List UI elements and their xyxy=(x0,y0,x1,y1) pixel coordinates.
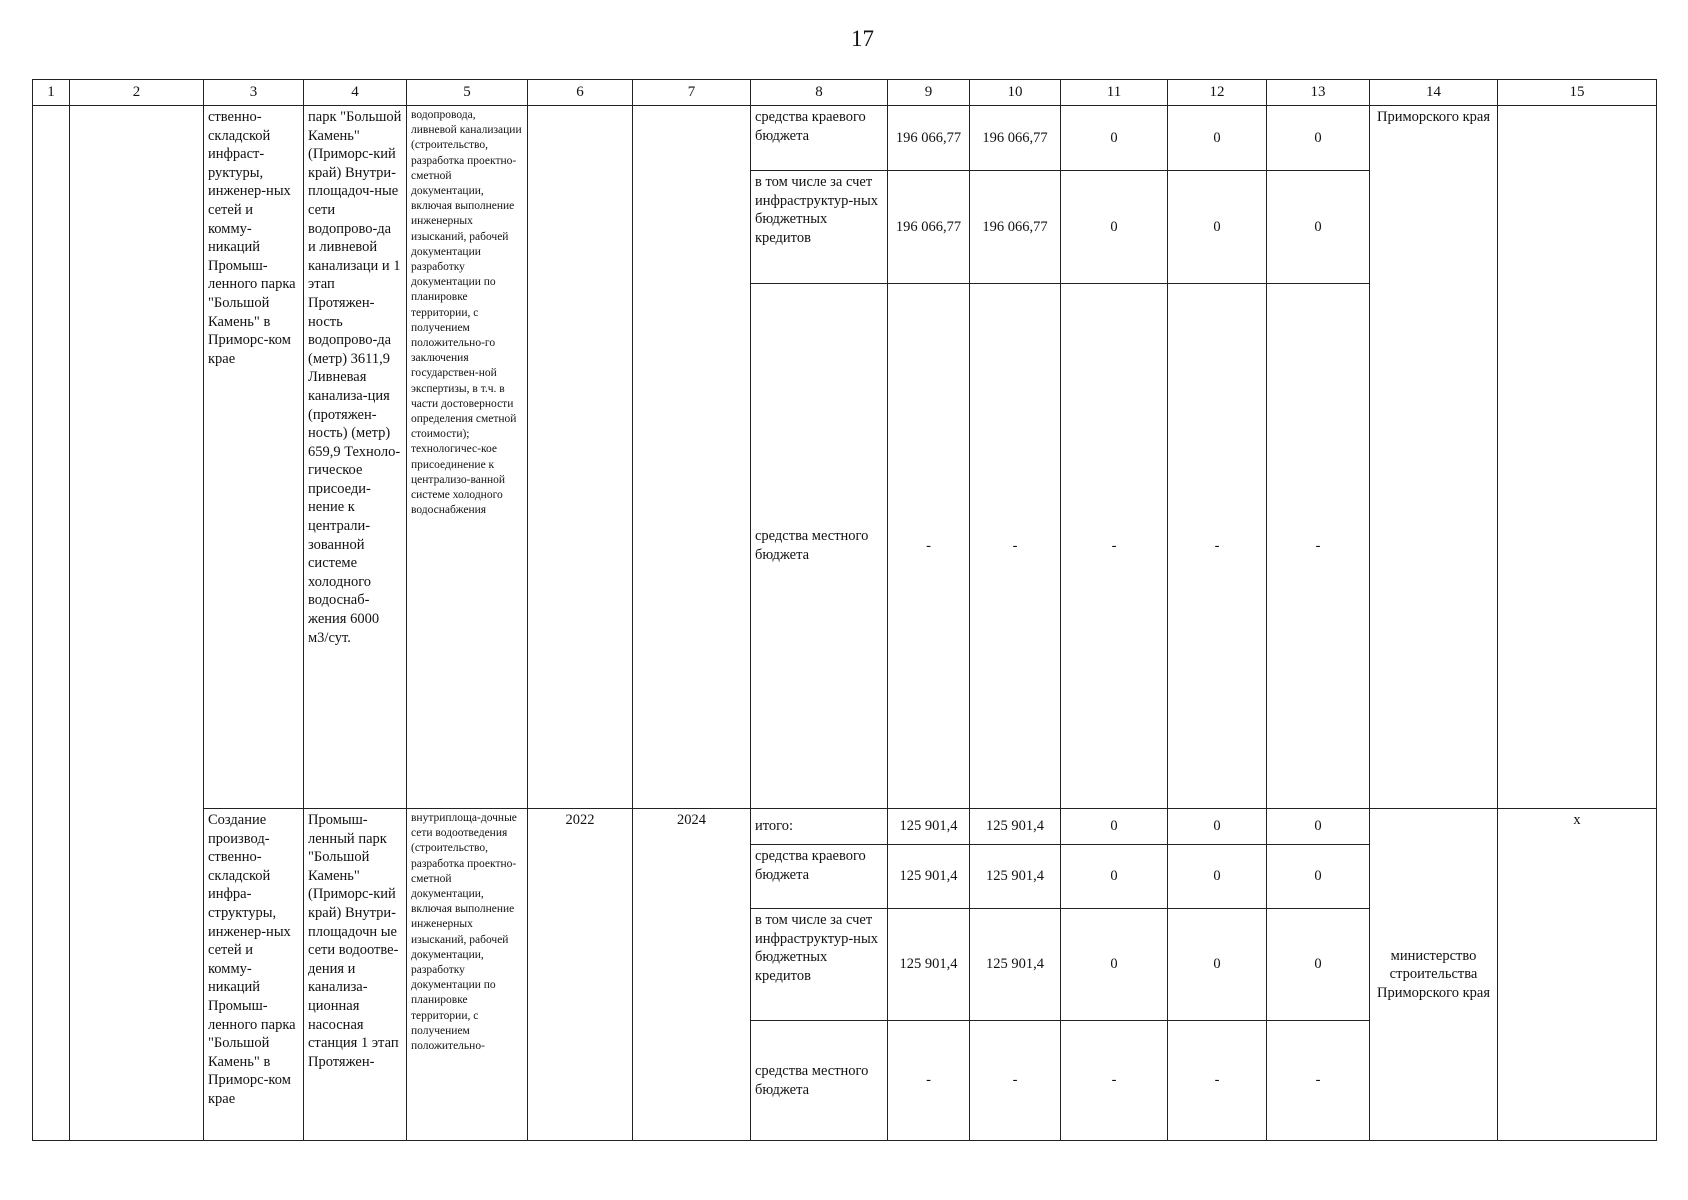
value-cell: 125 901,4 xyxy=(888,809,970,845)
value-cell: 0 xyxy=(1267,171,1370,284)
funding-source-label: средства краевого бюджета xyxy=(751,106,888,171)
value-cell: - xyxy=(1061,284,1168,809)
value-cell: - xyxy=(1267,284,1370,809)
value-cell: - xyxy=(888,1021,970,1141)
value-cell: 0 xyxy=(1061,106,1168,171)
funding-source-label: средства местного бюджета xyxy=(751,1021,888,1141)
value-cell: 196 066,77 xyxy=(970,106,1061,171)
value-cell: 0 xyxy=(1168,106,1267,171)
value-cell: 196 066,77 xyxy=(970,171,1061,284)
header-cell: 8 xyxy=(751,80,888,106)
value-cell: 0 xyxy=(1267,106,1370,171)
value-cell: 0 xyxy=(1267,909,1370,1021)
object-description-cell: Промыш-ленный парк "Большой Камень" (Приморс-кий край) Внутри-площадочн ые сети водоотве-дения и канализа-ционная насосная станция 1 этап Протяжен- xyxy=(304,809,407,1141)
col2-cell xyxy=(70,106,204,1141)
header-cell: 7 xyxy=(633,80,751,106)
value-cell: - xyxy=(1168,284,1267,809)
value-cell: 125 901,4 xyxy=(970,909,1061,1021)
start-year-cell xyxy=(528,106,633,809)
col1-cell xyxy=(33,106,70,1141)
value-cell: - xyxy=(888,284,970,809)
header-cell: 9 xyxy=(888,80,970,106)
funding-source-label: в том числе за счет инфраструктур-ных бюджетных кредитов xyxy=(751,909,888,1021)
header-cell: 6 xyxy=(528,80,633,106)
value-cell: 125 901,4 xyxy=(888,909,970,1021)
value-cell: - xyxy=(970,284,1061,809)
value-cell: 0 xyxy=(1168,171,1267,284)
header-cell: 2 xyxy=(70,80,204,106)
header-cell: 14 xyxy=(1370,80,1498,106)
header-cell: 13 xyxy=(1267,80,1370,106)
table-row xyxy=(33,809,1657,845)
start-year-cell: 2022 xyxy=(528,809,633,1141)
work-description-cell: водопровода, ливневой канализации (строительство, разработка проектно-сметной документации, включая выполнение инженерных изысканий, рабочей документации разработку документации по планировке территории, с получением положительно-го заключения государствен-ной экспертизы, в т.ч. в части достоверности определения сметной стоимости); технологичес-кое присоединение к централизо-ванной системе холодного водоснабжения xyxy=(407,106,528,809)
header-cell: 4 xyxy=(304,80,407,106)
header-cell: 12 xyxy=(1168,80,1267,106)
funding-source-label: средства местного бюджета xyxy=(751,284,888,809)
end-year-cell xyxy=(633,106,751,809)
header-cell: 3 xyxy=(204,80,304,106)
value-cell: 0 xyxy=(1267,809,1370,845)
header-cell: 11 xyxy=(1061,80,1168,106)
col15-cell xyxy=(1498,106,1657,809)
value-cell: - xyxy=(1168,1021,1267,1141)
value-cell: 0 xyxy=(1061,171,1168,284)
value-cell: - xyxy=(1267,1021,1370,1141)
object-description-cell: парк "Большой Камень" (Приморс-кий край) Внутри-площадоч-ные сети водопрово-да и ливневой канализаци и 1 этап Протяжен-ность водопрово-да (метр) 3611,9 Ливневая канализа-ция (протяжен-ность) (метр) 659,9 Техноло-гическое присоеди-нение к централи-зованной системе холодного водоснаб-жения 6000 м3/сут. xyxy=(304,106,407,809)
object-name-cell: Создание производ-ственно-складской инфра-структуры, инженер-ных сетей и комму-никаций Промыш-ленного парка "Большой Камень" в Приморс-ком крае xyxy=(204,809,304,1141)
header-cell: 10 xyxy=(970,80,1061,106)
header-cell: 5 xyxy=(407,80,528,106)
value-cell: 0 xyxy=(1168,845,1267,909)
value-cell: 0 xyxy=(1168,809,1267,845)
work-description-cell: внутриплоща-дочные сети водоотведения (строительство, разработка проектно-сметной документации, включая выполнение инженерных изысканий, рабочей документации, разработку документации по планировке территории, с получением положительно- xyxy=(407,809,528,1141)
header-cell: 1 xyxy=(33,80,70,106)
value-cell: 0 xyxy=(1061,809,1168,845)
value-cell: 0 xyxy=(1168,909,1267,1021)
funding-source-label: итого: xyxy=(751,809,888,845)
header-cell: 15 xyxy=(1498,80,1657,106)
funding-source-label: средства краевого бюджета xyxy=(751,845,888,909)
value-cell: 196 066,77 xyxy=(888,171,970,284)
value-cell: 125 901,4 xyxy=(888,845,970,909)
column-number-header-row xyxy=(33,80,1657,106)
value-cell: 125 901,4 xyxy=(970,845,1061,909)
value-cell: 0 xyxy=(1267,845,1370,909)
table-row xyxy=(33,106,1657,171)
value-cell: 0 xyxy=(1061,845,1168,909)
value-cell: - xyxy=(1061,1021,1168,1141)
program-table xyxy=(32,79,1657,1141)
value-cell: 196 066,77 xyxy=(888,106,970,171)
responsible-agency-cell: министерство строительства Приморского края xyxy=(1370,809,1498,1141)
funding-source-label: в том числе за счет инфраструктур-ных бюджетных кредитов xyxy=(751,171,888,284)
col15-cell: х xyxy=(1498,809,1657,1141)
page-number: 17 xyxy=(851,26,874,51)
object-name-cell: ственно-складской инфраст-руктуры, инженер-ных сетей и комму-никаций Промыш-ленного парка "Большой Камень" в Приморс-ком крае xyxy=(204,106,304,809)
responsible-agency-cell: Приморского края xyxy=(1370,106,1498,809)
value-cell: 125 901,4 xyxy=(970,809,1061,845)
end-year-cell: 2024 xyxy=(633,809,751,1141)
value-cell: 0 xyxy=(1061,909,1168,1021)
value-cell: - xyxy=(970,1021,1061,1141)
